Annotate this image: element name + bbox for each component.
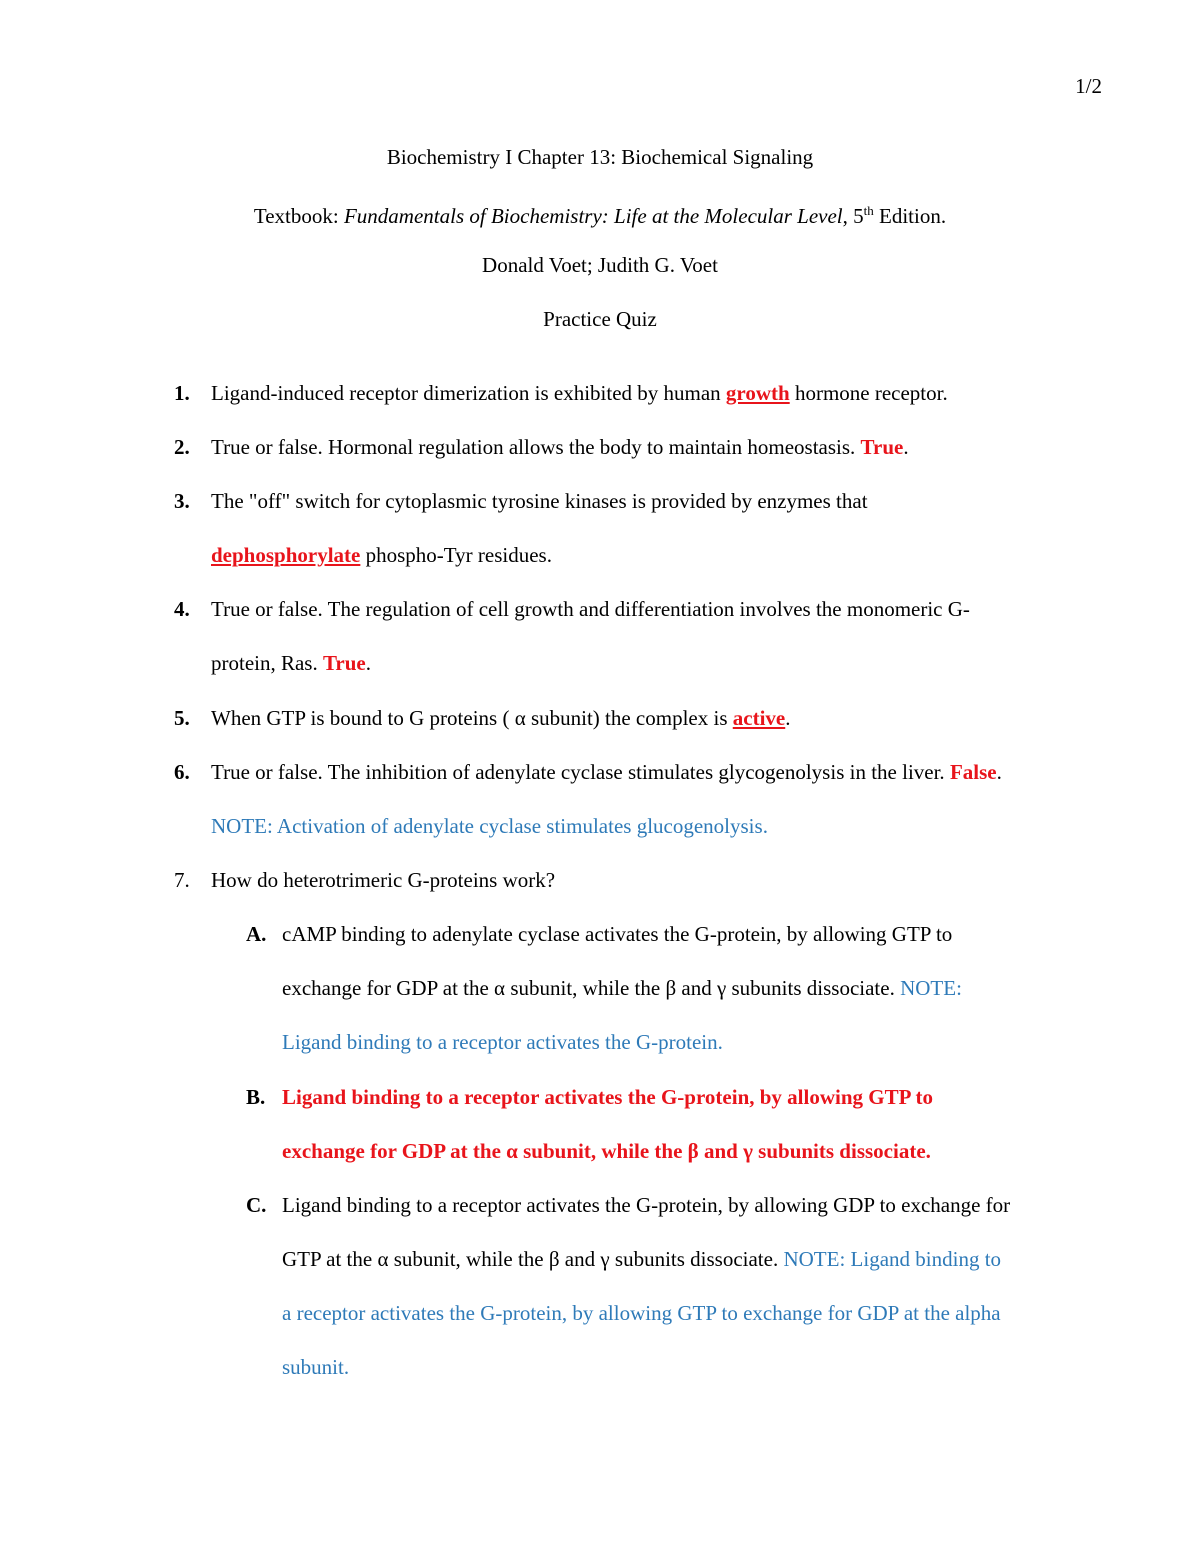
- question-text: True or false. The regulation of cell growth and differentiation involves the monomeric G-: [211, 597, 970, 621]
- option-text: [282, 1246, 1001, 1272]
- question-text-after: .: [365, 651, 372, 675]
- answer-text: growth: [725, 381, 790, 405]
- option-text: Ligand binding to a receptor activates the G-protein, by allowing GDP to exchange for: [282, 1193, 1011, 1217]
- option-text: [282, 975, 962, 1001]
- option-letter: A.: [246, 922, 267, 946]
- question-text-before: True or false. Hormonal regulation allows the body to maintain homeostasis.: [211, 435, 861, 459]
- question-text-before: True or false. The inhibition of adenylate cyclase stimulates glycogenolysis in the liver.: [211, 760, 950, 784]
- question-number: 4.: [174, 597, 190, 621]
- question-text: How do heterotrimeric G-proteins work?: [211, 868, 556, 892]
- option-letter: B.: [246, 1085, 266, 1109]
- textbook-line: [0, 198, 1200, 229]
- textbook-edition-sup: th: [863, 203, 874, 218]
- document-title: Biochemistry I Chapter 13: Biochemical Signaling: [386, 145, 814, 169]
- textbook-edition-suffix: Edition.: [873, 204, 947, 228]
- correct-option-text: Ligand binding to a receptor activates the G-protein, by allowing GTP to: [282, 1085, 934, 1109]
- question-text: The "off" switch for cytoplasmic tyrosine kinases is provided by enzymes that: [211, 489, 868, 513]
- page-number: 1/2: [1075, 74, 1102, 98]
- question-text-after: .: [903, 435, 909, 459]
- textbook-edition-num: , 5: [842, 204, 864, 228]
- question-number: 3.: [174, 489, 190, 513]
- note-text: a receptor activates the G-protein, by allowing GTP to exchange for GDP at the alpha: [282, 1301, 1001, 1325]
- question-number: 5.: [174, 706, 190, 730]
- note-text: NOTE: Ligand binding to: [783, 1247, 1002, 1271]
- textbook-title: Fundamentals of Biochemistry: Life at the Molecular Level: [343, 204, 843, 228]
- correct-option-text: exchange for GDP at the α subunit, while the β and γ subunits dissociate.: [282, 1139, 931, 1163]
- question-text-after: .: [996, 760, 1002, 784]
- textbook-prefix: Textbook:: [253, 204, 344, 228]
- question-number: 7.: [174, 868, 190, 892]
- answer-text: active: [732, 706, 786, 730]
- option-text: cAMP binding to adenylate cyclase activates the G-protein, by allowing GTP to: [282, 922, 953, 946]
- quiz-subtitle: Practice Quiz: [543, 307, 657, 331]
- question-number: 6.: [174, 760, 190, 784]
- question-number: 1.: [174, 381, 190, 405]
- question-text-before: Ligand-induced receptor dimerization is exhibited by human: [211, 381, 726, 405]
- question-text: [211, 650, 371, 676]
- question-text: [211, 705, 790, 731]
- authors-line: Donald Voet; Judith G. Voet: [482, 253, 718, 277]
- question-text: [211, 542, 552, 568]
- option-text-main: GTP at the α subunit, while the β and γ subunits dissociate.: [282, 1247, 784, 1271]
- note-text: Ligand binding to a receptor activates the G-protein.: [282, 1030, 723, 1054]
- answer-text: False: [949, 760, 997, 784]
- answer-text: dephosphorylate: [211, 543, 361, 567]
- note-text: subunit.: [282, 1355, 350, 1379]
- question-number: 2.: [174, 435, 190, 459]
- question-text: [211, 759, 1002, 785]
- option-letter: C.: [246, 1193, 267, 1217]
- option-text-main: exchange for GDP at the α subunit, while the β and γ subunits dissociate.: [282, 976, 901, 1000]
- question-text-after: .: [785, 706, 791, 730]
- question-text-after: phospho-Tyr residues.: [360, 543, 552, 567]
- note-text: NOTE:: [900, 976, 962, 1000]
- question-text-before: protein, Ras.: [211, 651, 323, 675]
- question-text: [211, 434, 909, 460]
- question-text: [211, 380, 948, 406]
- question-text-before: When GTP is bound to G proteins ( α subunit) the complex is: [211, 706, 733, 730]
- question-text-after: hormone receptor.: [789, 381, 948, 405]
- answer-text: True: [322, 651, 366, 675]
- note-text: NOTE: Activation of adenylate cyclase stimulates glucogenolysis.: [211, 814, 768, 838]
- answer-text: True: [860, 435, 904, 459]
